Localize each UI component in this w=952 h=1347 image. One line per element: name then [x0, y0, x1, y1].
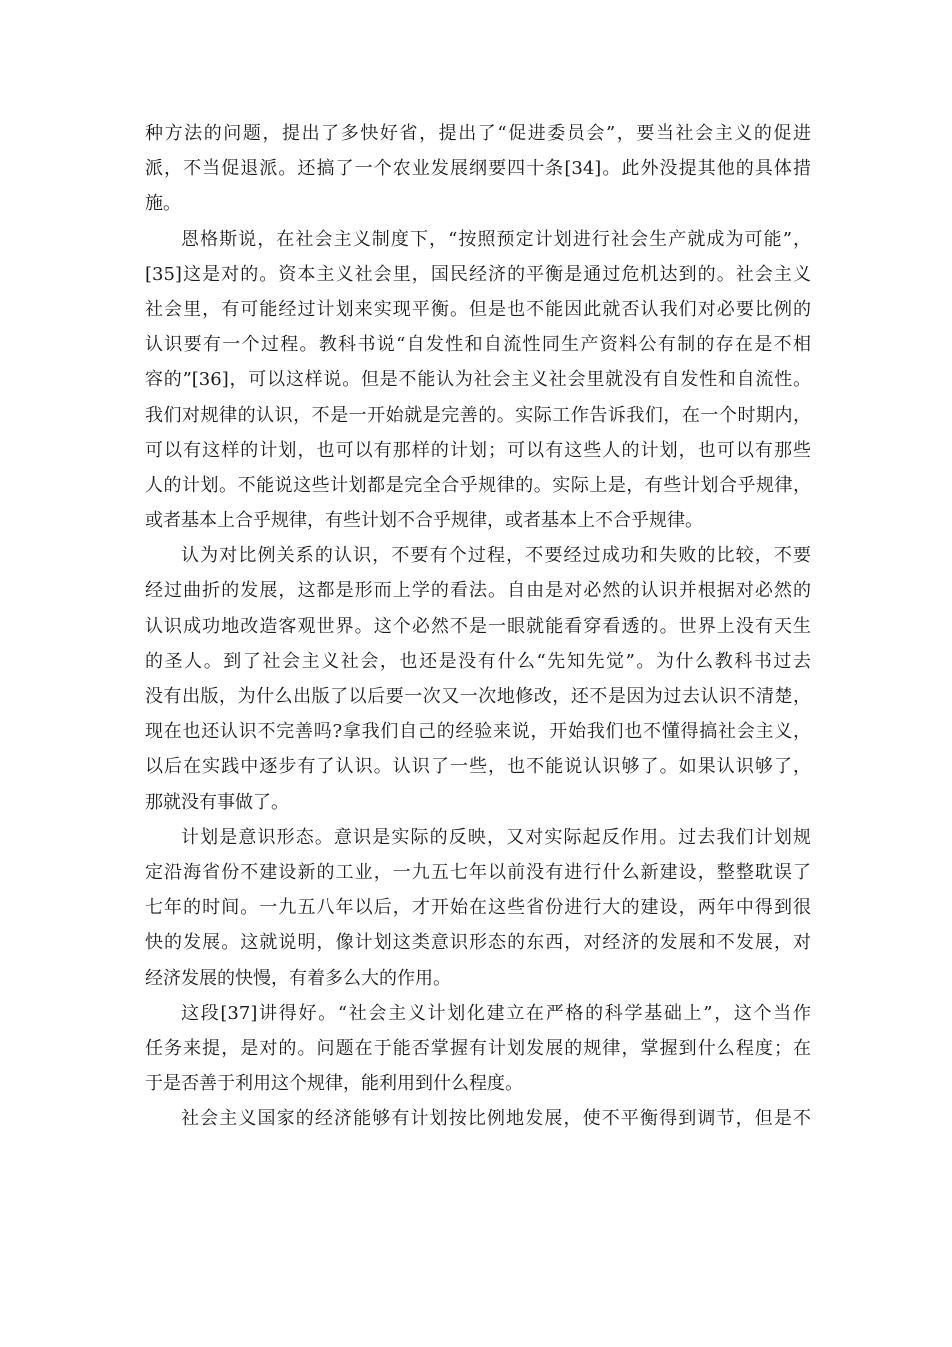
text-line: 或者基本上合乎规律，有些计划不合乎规律，或者基本上不合乎规律。 [145, 510, 703, 532]
paragraph-2 [145, 222, 811, 539]
text-line: 认识成功地改造客观世界。这个必然不是一眼就能看穿看透的。世界上没有天生 [145, 615, 811, 637]
text-line: 施。 [145, 193, 181, 215]
text-line: 可以有这样的计划，也可以有那样的计划；可以有这些人的计划，也可以有那些 [145, 439, 811, 461]
text-line: 这段[37]讲得好。“社会主义计划化建立在严格的科学基础上”，这个当作 [181, 1002, 811, 1024]
text-line: 快的发展。这就说明，像计划这类意识形态的东西，对经济的发展和不发展，对 [145, 932, 811, 954]
paragraph-1 [145, 116, 811, 222]
text-line: 任务来提，是对的。问题在于能否掌握有计划发展的规律，掌握到什么程度；在 [145, 1037, 811, 1059]
text-line: 社会主义国家的经济能够有计划按比例地发展，使不平衡得到调节，但是不 [181, 1108, 811, 1130]
paragraph-4 [145, 820, 811, 996]
text-line: 于是否善于利用这个规律，能利用到什么程度。 [145, 1073, 523, 1095]
text-line: 恩格斯说，在社会主义制度下，“按照预定计划进行社会生产就成为可能”， [181, 228, 811, 250]
paragraph-3 [145, 538, 811, 820]
text-line: 定沿海省份不建设新的工业，一九五七年以前没有进行什么新建设，整整耽误了 [145, 861, 811, 883]
text-line: 认识要有一个过程。教科书说“自发性和自流性同生产资料公有制的存在是不相 [145, 334, 811, 356]
text-line: 认为对比例关系的认识，不要有个过程，不要经过成功和失败的比较，不要 [181, 545, 811, 567]
document-page [145, 116, 811, 1136]
text-line: 种方法的问题，提出了多快好省，提出了“促进委员会”，要当社会主义的促进 [145, 123, 811, 144]
text-line: 容的”[36]，可以这样说。但是不能认为社会主义社会里就没有自发性和自流性。 [145, 369, 811, 391]
text-line: 以后在实践中逐步有了认识。认识了一些，也不能说认识够了。如果认识够了， [145, 756, 811, 778]
text-line: 经济发展的快慢，有着多么大的作用。 [145, 967, 451, 989]
text-line: 人的计划。不能说这些计划都是完全合乎规律的。实际上是，有些计划合乎规律， [145, 474, 811, 496]
text-line: 现在也还认识不完善吗?拿我们自己的经验来说，开始我们也不懂得搞社会主义， [145, 721, 811, 743]
text-line: 计划是意识形态。意识是实际的反映，又对实际起反作用。过去我们计划规 [181, 826, 811, 848]
text-line: 我们对规律的认识，不是一开始就是完善的。实际工作告诉我们，在一个时期内， [145, 404, 811, 426]
text-line: 派，不当促退派。还搞了一个农业发展纲要四十条[34]。此外没提其他的具体措 [145, 158, 811, 180]
text-line: 经过曲折的发展，这都是形而上学的看法。自由是对必然的认识并根据对必然的 [145, 580, 811, 602]
text-line: 那就没有事做了。 [145, 791, 289, 813]
text-line: 社会里，有可能经过计划来实现平衡。但是也不能因此就否认我们对必要比例的 [145, 298, 811, 320]
text-line: 的圣人。到了社会主义社会，也还是没有什么“先知先觉”。为什么教科书过去 [145, 650, 811, 672]
paragraph-6 [145, 1101, 811, 1136]
paragraph-5 [145, 996, 811, 1102]
text-line: 没有出版，为什么出版了以后要一次又一次地修改，还不是因为过去认识不清楚， [145, 686, 811, 707]
text-line: [35]这是对的。资本主义社会里，国民经济的平衡是通过危机达到的。社会主义 [145, 263, 811, 285]
text-line: 七年的时间。一九五八年以后，才开始在这些省份进行大的建设，两年中得到很 [145, 897, 811, 919]
